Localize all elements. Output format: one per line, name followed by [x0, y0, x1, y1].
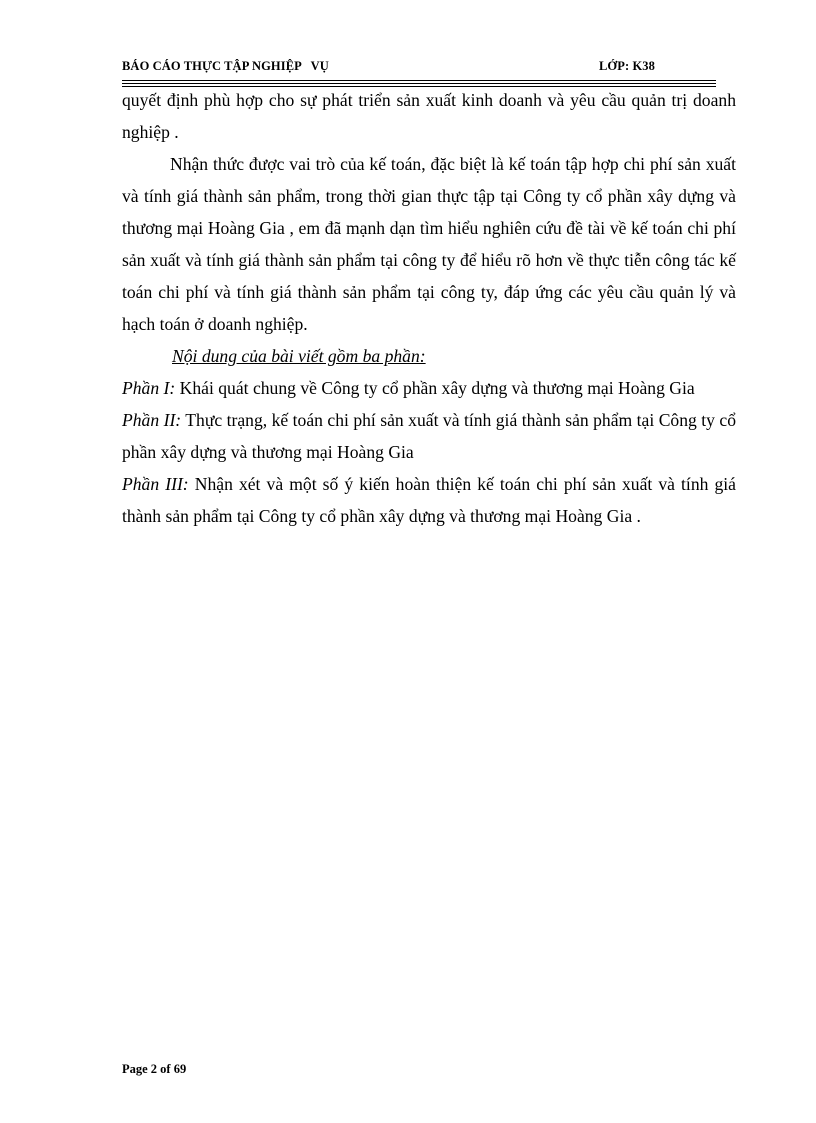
document-body	[122, 84, 736, 532]
intro-paragraph: Nhận thức được vai trò của kế toán, đặc biệt là kế toán tập hợp chi phí sản xuất và tính giá thành sản phẩm, trong thời gian thực tập tại Công ty cổ phần xây dựng và thương mại Hoàng Gia , em đã mạnh dạn tìm hiểu nghiên cứu đề tài về kế toán chi phí sản xuất và tính giá thành sản phẩm tại công ty để hiểu rõ hơn về thực tiễn công tác kế toán chi phí và tính giá thành sản phẩm tại công ty, đáp ứng các yêu cầu quản lý và hạch toán ở doanh nghiệp.	[122, 154, 736, 334]
part-2-text: Thực trạng, kế toán chi phí sản xuất và tính giá thành sản phẩm tại Công ty cổ phần xây dựng và thương mại Hoàng Gia	[122, 410, 736, 462]
part-1-label: Phần I:	[122, 378, 176, 398]
part-3-item	[122, 468, 736, 532]
part-3-text: Nhận xét và một số ý kiến hoàn thiện kế toán chi phí sản xuất và tính giá thành sản phẩm tại Công ty cổ phần xây dựng và thương mại Hoàng Gia .	[122, 474, 736, 526]
continuation-paragraph: quyết định phù hợp cho sự phát triển sản xuất kinh doanh và yêu cầu quản trị doanh nghiệp .	[122, 90, 736, 142]
part-1-text: Khái quát chung về Công ty cổ phần xây dựng và thương mại Hoàng Gia	[175, 378, 695, 398]
page-number: Page 2 of 69	[122, 1062, 187, 1076]
part-1-item	[122, 372, 736, 404]
header-rule-1	[122, 80, 716, 81]
class-label: LỚP: K38	[599, 59, 656, 73]
part-3-label: Phần III:	[122, 474, 189, 494]
part-2-label: Phần II:	[122, 410, 182, 430]
page-header	[122, 59, 716, 79]
part-2-item	[122, 404, 736, 468]
content-subheading: Nội dung của bài viết gồm ba phần:	[172, 346, 426, 366]
report-title: BÁO CÁO THỰC TẬP NGHIỆP VỤ	[122, 59, 329, 73]
